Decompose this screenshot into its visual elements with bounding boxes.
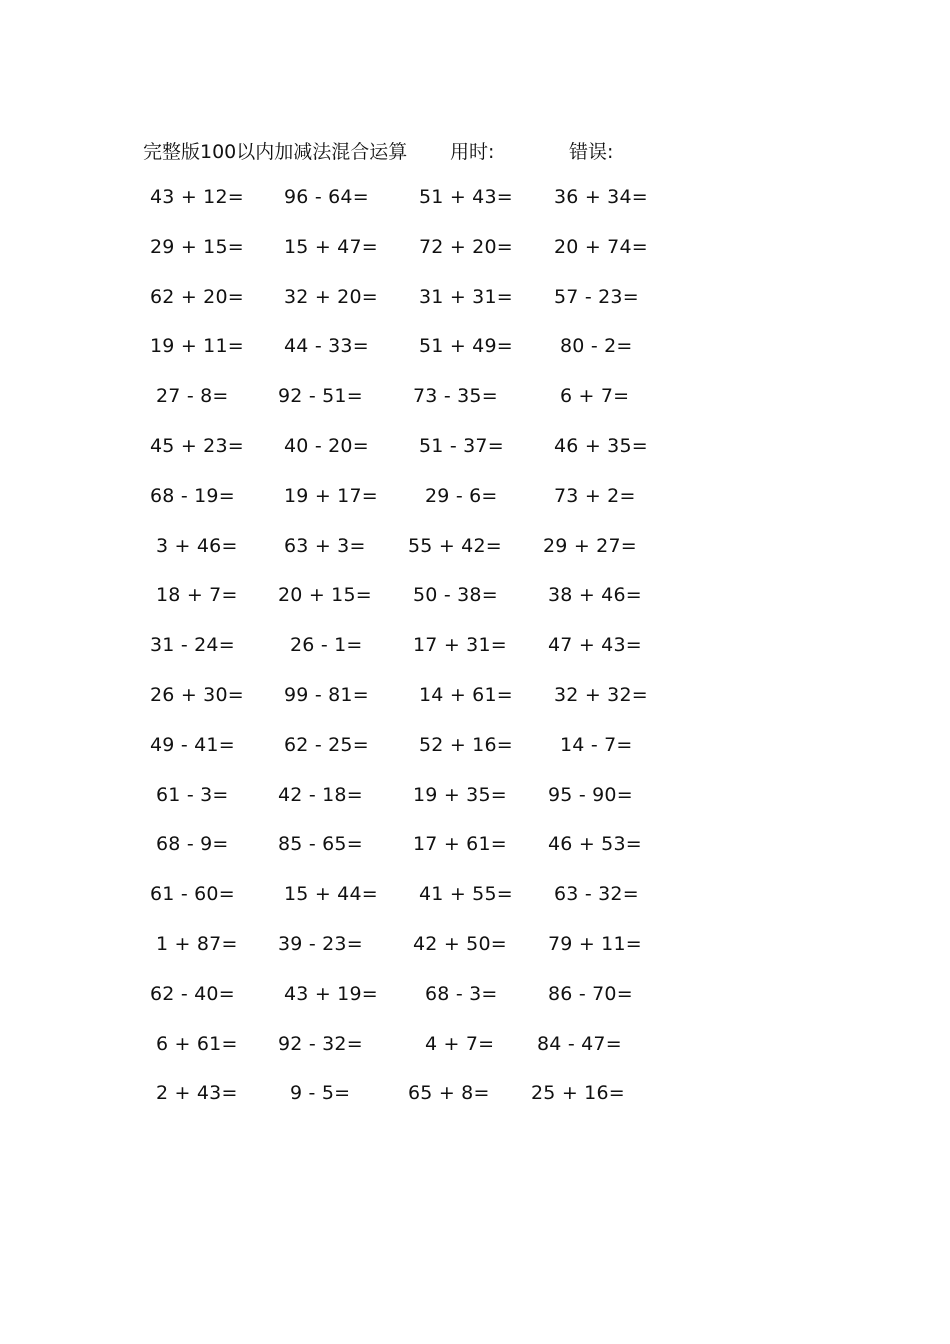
math-problem: 92 - 51= — [278, 385, 363, 408]
problem-row — [0, 784, 950, 834]
math-problem: 65 + 8= — [408, 1082, 490, 1105]
math-problem: 25 + 16= — [531, 1082, 625, 1105]
math-problem: 20 + 74= — [554, 235, 648, 258]
problem-row — [0, 734, 950, 784]
problem-row — [0, 983, 950, 1033]
math-problem: 68 - 9= — [156, 833, 229, 856]
math-problem: 4 + 7= — [425, 1032, 495, 1055]
math-problem: 17 + 61= — [413, 833, 507, 856]
math-problem: 29 + 27= — [543, 534, 637, 557]
math-problem: 62 - 25= — [284, 733, 369, 756]
math-problem: 61 - 60= — [150, 883, 235, 906]
time-label: 用时: — [450, 141, 495, 163]
math-problem: 99 - 81= — [284, 683, 369, 706]
math-problem: 20 + 15= — [278, 584, 372, 607]
math-problem: 68 - 3= — [425, 982, 498, 1005]
math-problem: 17 + 31= — [413, 634, 507, 657]
math-problem: 86 - 70= — [548, 982, 633, 1005]
math-problem: 62 - 40= — [150, 982, 235, 1005]
problem-row — [0, 634, 950, 684]
math-problem: 9 - 5= — [290, 1082, 351, 1105]
math-problem: 1 + 87= — [156, 932, 238, 955]
math-problem: 46 + 35= — [554, 434, 648, 457]
math-problem: 41 + 55= — [419, 883, 513, 906]
problem-row — [0, 236, 950, 286]
math-problem: 6 + 61= — [156, 1032, 238, 1055]
problem-row — [0, 833, 950, 883]
math-problem: 15 + 44= — [284, 883, 378, 906]
math-problem: 40 - 20= — [284, 434, 369, 457]
math-problem: 47 + 43= — [548, 634, 642, 657]
problem-row — [0, 286, 950, 336]
problem-row — [0, 385, 950, 435]
math-problem: 42 + 50= — [413, 932, 507, 955]
math-problem: 14 - 7= — [560, 733, 633, 756]
math-problem: 51 + 49= — [419, 335, 513, 358]
math-problem: 85 - 65= — [278, 833, 363, 856]
problem-row — [0, 335, 950, 385]
math-problem: 73 - 35= — [413, 385, 498, 408]
math-problem: 46 + 53= — [548, 833, 642, 856]
math-problem: 63 - 32= — [554, 883, 639, 906]
math-problem: 36 + 34= — [554, 186, 648, 208]
math-problem: 61 - 3= — [156, 783, 229, 806]
math-problem: 27 - 8= — [156, 385, 229, 408]
math-problem: 80 - 2= — [560, 335, 633, 358]
math-problem: 43 + 12= — [150, 186, 244, 208]
worksheet-title: 完整版100以内加减法混合运算 — [143, 141, 408, 163]
math-problem: 73 + 2= — [554, 484, 636, 507]
math-problem: 45 + 23= — [150, 434, 244, 457]
math-problem: 96 - 64= — [284, 186, 369, 208]
math-problem: 44 - 33= — [284, 335, 369, 358]
problem-row — [0, 933, 950, 983]
math-problem: 79 + 11= — [548, 932, 642, 955]
math-problem: 32 + 32= — [554, 683, 648, 706]
problem-row — [0, 1082, 950, 1132]
problem-row — [0, 435, 950, 485]
math-problem: 19 + 17= — [284, 484, 378, 507]
math-problem: 31 - 24= — [150, 634, 235, 657]
math-problem: 92 - 32= — [278, 1032, 363, 1055]
math-problem: 49 - 41= — [150, 733, 235, 756]
math-problem: 31 + 31= — [419, 285, 513, 308]
math-problem: 68 - 19= — [150, 484, 235, 507]
problem-row — [0, 584, 950, 634]
math-problem: 14 + 61= — [419, 683, 513, 706]
math-problem: 3 + 46= — [156, 534, 238, 557]
math-problem: 2 + 43= — [156, 1082, 238, 1105]
math-problem: 55 + 42= — [408, 534, 502, 557]
math-problem: 19 + 11= — [150, 335, 244, 358]
math-problem: 51 + 43= — [419, 186, 513, 208]
problem-row — [0, 186, 950, 236]
math-problem: 18 + 7= — [156, 584, 238, 607]
problem-row — [0, 883, 950, 933]
math-problem: 72 + 20= — [419, 235, 513, 258]
math-problem: 26 - 1= — [290, 634, 363, 657]
math-problem: 19 + 35= — [413, 783, 507, 806]
problem-row — [0, 1033, 950, 1083]
math-problem: 84 - 47= — [537, 1032, 622, 1055]
math-problem: 51 - 37= — [419, 434, 504, 457]
math-problem: 32 + 20= — [284, 285, 378, 308]
math-problem: 29 + 15= — [150, 235, 244, 258]
math-problem: 62 + 20= — [150, 285, 244, 308]
problem-row — [0, 485, 950, 535]
math-problem: 63 + 3= — [284, 534, 366, 557]
problem-grid — [0, 186, 950, 1132]
math-problem: 38 + 46= — [548, 584, 642, 607]
math-problem: 29 - 6= — [425, 484, 498, 507]
math-problem: 6 + 7= — [560, 385, 630, 408]
math-problem: 42 - 18= — [278, 783, 363, 806]
math-problem: 57 - 23= — [554, 285, 639, 308]
math-problem: 39 - 23= — [278, 932, 363, 955]
math-problem: 15 + 47= — [284, 235, 378, 258]
math-problem: 43 + 19= — [284, 982, 378, 1005]
problem-row — [0, 535, 950, 585]
errors-label: 错误: — [569, 141, 614, 163]
math-problem: 50 - 38= — [413, 584, 498, 607]
problem-row — [0, 684, 950, 734]
math-problem: 52 + 16= — [419, 733, 513, 756]
math-problem: 26 + 30= — [150, 683, 244, 706]
math-problem: 95 - 90= — [548, 783, 633, 806]
